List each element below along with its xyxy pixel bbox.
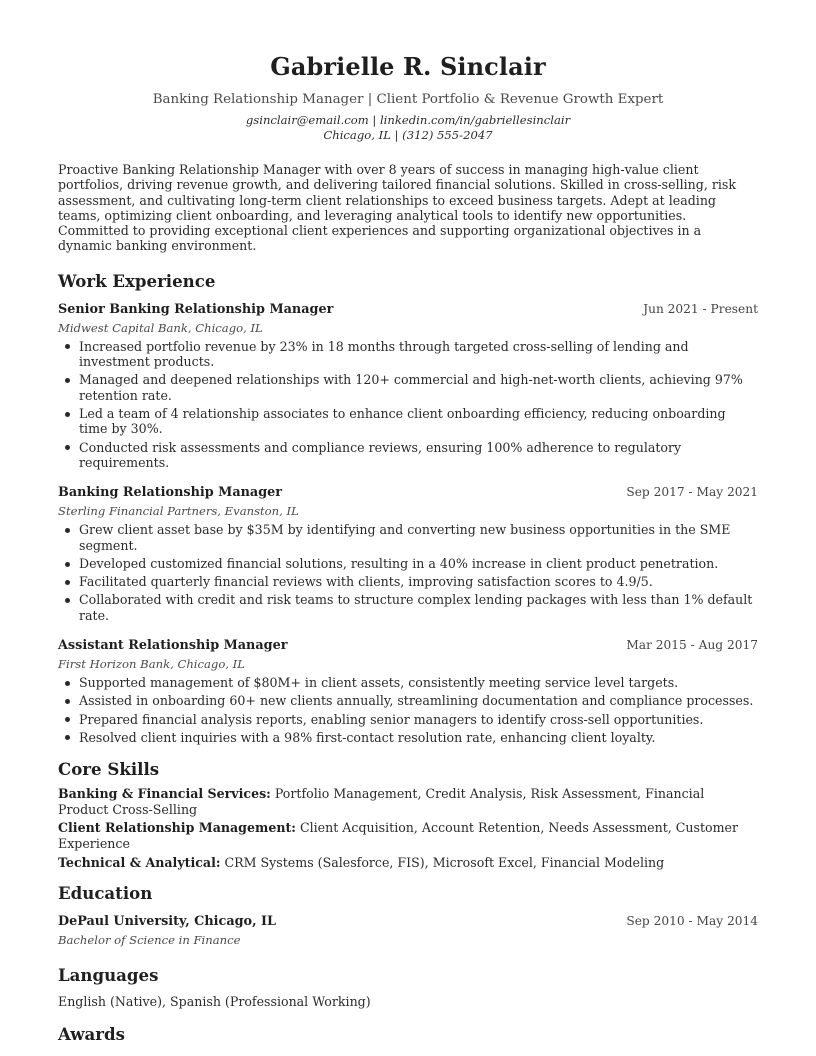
education-header xyxy=(58,912,758,931)
job-dates: Mar 2015 - Aug 2017 xyxy=(626,638,758,653)
skill-row xyxy=(58,820,758,851)
job-bullets xyxy=(58,522,758,623)
professional-tagline: Banking Relationship Manager | Client Portfolio & Revenue Growth Expert xyxy=(152,92,664,107)
job-bullet: Managed and deepened relationships with 120+ commercial and high-net-worth clients, achieving 97% retention rate. xyxy=(79,372,758,403)
job-title: Assistant Relationship Manager xyxy=(58,638,288,654)
job-bullet: Facilitated quarterly financial reviews with clients, improving satisfaction scores to 4.9/5. xyxy=(79,574,758,589)
resume-page xyxy=(58,52,758,1044)
job-bullet: Resolved client inquiries with a 98% first-contact resolution rate, enhancing client loyalty. xyxy=(79,730,758,745)
skill-category: Client Relationship Management: xyxy=(58,820,296,836)
job-entry xyxy=(58,483,758,623)
job-organization: Midwest Capital Bank, Chicago, IL xyxy=(58,320,263,335)
languages-list: English (Native), Spanish (Professional Working) xyxy=(58,994,371,1010)
job-organization: Sterling Financial Partners, Evanston, IL xyxy=(58,504,299,519)
languages-section xyxy=(58,965,758,1010)
job-entry xyxy=(58,300,758,471)
section-title-languages: Languages xyxy=(58,965,159,986)
job-bullets xyxy=(58,675,758,745)
job-bullet: Conducted risk assessments and compliance reviews, ensuring 100% adherence to regulatory requirements. xyxy=(79,440,758,471)
school-name: DePaul University, Chicago, IL xyxy=(58,914,276,930)
education-section xyxy=(58,883,758,949)
education-entry xyxy=(58,912,758,949)
skill-items: Portfolio Management, Credit Analysis, Risk Assessment, Financial Product Cross-Selling xyxy=(58,786,705,817)
job-bullet: Supported management of $80M+ in client assets, consistently meeting service level targets. xyxy=(79,675,758,690)
job-header xyxy=(58,636,758,655)
job-title: Senior Banking Relationship Manager xyxy=(58,301,334,317)
job-dates: Jun 2021 - Present xyxy=(643,301,758,316)
job-bullet: Grew client asset base by $35M by identifying and converting new business opportunities in the SME segment. xyxy=(79,522,758,553)
job-entry xyxy=(58,636,758,745)
job-bullet: Collaborated with credit and risk teams to structure complex lending packages with less than 1% default rate. xyxy=(79,592,758,623)
job-bullets xyxy=(58,339,758,471)
job-bullet: Increased portfolio revenue by 23% in 18 months through targeted cross-selling of lending and investment products. xyxy=(79,339,758,370)
skill-category: Banking & Financial Services: xyxy=(58,786,271,802)
degree: Bachelor of Science in Finance xyxy=(58,933,241,948)
job-header xyxy=(58,483,758,502)
job-title: Banking Relationship Manager xyxy=(58,485,283,501)
skill-row xyxy=(58,855,758,870)
job-dates: Sep 2017 - May 2021 xyxy=(626,485,758,500)
job-header xyxy=(58,300,758,319)
awards-section xyxy=(58,1024,758,1044)
job-bullet: Assisted in onboarding 60+ new clients annually, streamlining documentation and compliance processes. xyxy=(79,693,758,708)
skills-list xyxy=(58,786,758,870)
job-bullet: Developed customized financial solutions, resulting in a 40% increase in client product penetration. xyxy=(79,556,758,571)
contact-email-linkedin: gsinclair@email.com | linkedin.com/in/gabriellesinclair xyxy=(245,113,571,127)
job-organization: First Horizon Bank, Chicago, IL xyxy=(58,657,245,672)
core-skills-section xyxy=(58,759,758,870)
skill-row xyxy=(58,786,758,817)
education-dates: Sep 2010 - May 2014 xyxy=(626,914,758,929)
professional-summary: Proactive Banking Relationship Manager with over 8 years of success in managing high-value client portfolios, driving revenue growth, and delivering tailored financial solutions. Skilled in cross-selling, risk assessment, and cultivating long-term client relationships to exceed business targets. Adept at leading teams, optimizing client onboarding, and leveraging analytical tools to identify new opportunities. Committed to providing exceptional client experiences and supporting organizational objectives in a dynamic banking environment. xyxy=(58,162,736,254)
skill-category: Technical & Analytical: xyxy=(58,854,221,870)
section-title-education: Education xyxy=(58,883,153,904)
section-title-awards: Awards xyxy=(58,1024,125,1045)
skill-items: CRM Systems (Salesforce, FIS), Microsoft Excel, Financial Modeling xyxy=(220,854,665,870)
contact-location-phone: Chicago, IL | (312) 555-2047 xyxy=(323,128,493,142)
section-title-work-experience: Work Experience xyxy=(58,270,216,291)
candidate-name: Gabrielle R. Sinclair xyxy=(270,52,546,81)
work-experience-section xyxy=(58,271,758,745)
job-bullet: Prepared financial analysis reports, enabling senior managers to identify cross-sell opportunities. xyxy=(79,712,758,727)
skill-items: Client Acquisition, Account Retention, Needs Assessment, Customer Experience xyxy=(58,820,739,851)
job-bullet: Led a team of 4 relationship associates to enhance client onboarding efficiency, reducing onboarding time by 30%. xyxy=(79,406,758,437)
section-title-core-skills: Core Skills xyxy=(58,759,160,780)
